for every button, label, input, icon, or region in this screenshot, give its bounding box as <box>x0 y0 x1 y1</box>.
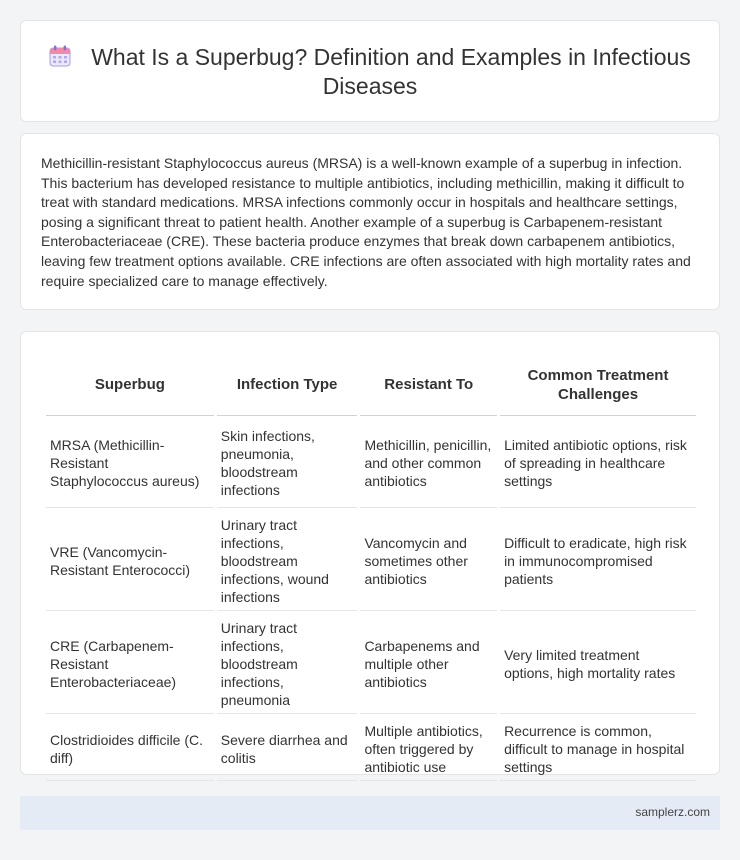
superbug-table <box>43 354 699 781</box>
table-cell: Skin infections, pneumonia, bloodstream infections <box>217 416 358 508</box>
table-cell: Difficult to eradicate, high risk in immunocompromised patients <box>500 508 696 611</box>
intro-card <box>20 133 720 310</box>
table-cell: VRE (Vancomycin-Resistant Enterococci) <box>46 508 214 611</box>
table-header-row <box>46 354 696 416</box>
table-cell: Urinary tract infections, bloodstream infections, wound infections <box>217 508 358 611</box>
page-title-container <box>21 43 719 101</box>
footer-site-link[interactable]: samplerz.com <box>635 805 710 819</box>
column-header-resistant-to: Resistant To <box>360 354 497 416</box>
table-cell: Limited antibiotic options, risk of spreading in healthcare settings <box>500 416 696 508</box>
table-row <box>46 714 696 781</box>
table-cell: Urinary tract infections, bloodstream infections, pneumonia <box>217 611 358 714</box>
table-row <box>46 611 696 714</box>
table-cell: Severe diarrhea and colitis <box>217 714 358 781</box>
intro-paragraph: Methicillin-resistant Staphylococcus aureus (MRSA) is a well-known example of a superbug in infection. This bacterium has developed resistance to multiple antibiotics, including methicillin, making it difficult to treat with standard medications. MRSA infections commonly occur in hospitals and healthcare settings, posing a significant threat to patient health. Another example of a superbug is Carbapenem-resistant Enterobacteriaceae (CRE). These bacteria produce enzymes that break down carbapenem antibiotics, leaving few treatment options available. CRE infections are often associated with high mortality rates and require specialized care to manage effectively. <box>41 155 691 289</box>
calendar-icon <box>49 45 71 67</box>
table-cell: Very limited treatment options, high mortality rates <box>500 611 696 714</box>
table-cell: MRSA (Methicillin-Resistant Staphylococcus aureus) <box>46 416 214 508</box>
table-cell: Multiple antibiotics, often triggered by antibiotic use <box>360 714 497 781</box>
table-card <box>20 331 720 775</box>
table-cell: Clostridioides difficile (C. diff) <box>46 714 214 781</box>
column-header-treatment-challenges: Common Treatment Challenges <box>500 354 696 416</box>
page-title: What Is a Superbug? Definition and Examples in Infectious Diseases <box>91 44 691 99</box>
table-cell: Vancomycin and sometimes other antibiotics <box>360 508 497 611</box>
footer-bar <box>20 796 720 830</box>
table-row <box>46 508 696 611</box>
table-cell: Carbapenems and multiple other antibiotics <box>360 611 497 714</box>
table-cell: Methicillin, penicillin, and other common antibiotics <box>360 416 497 508</box>
column-header-infection-type: Infection Type <box>217 354 358 416</box>
title-card <box>20 20 720 122</box>
column-header-superbug: Superbug <box>46 354 214 416</box>
table-cell: CRE (Carbapenem-Resistant Enterobacteriaceae) <box>46 611 214 714</box>
table-row <box>46 416 696 508</box>
table-cell: Recurrence is common, difficult to manage in hospital settings <box>500 714 696 781</box>
